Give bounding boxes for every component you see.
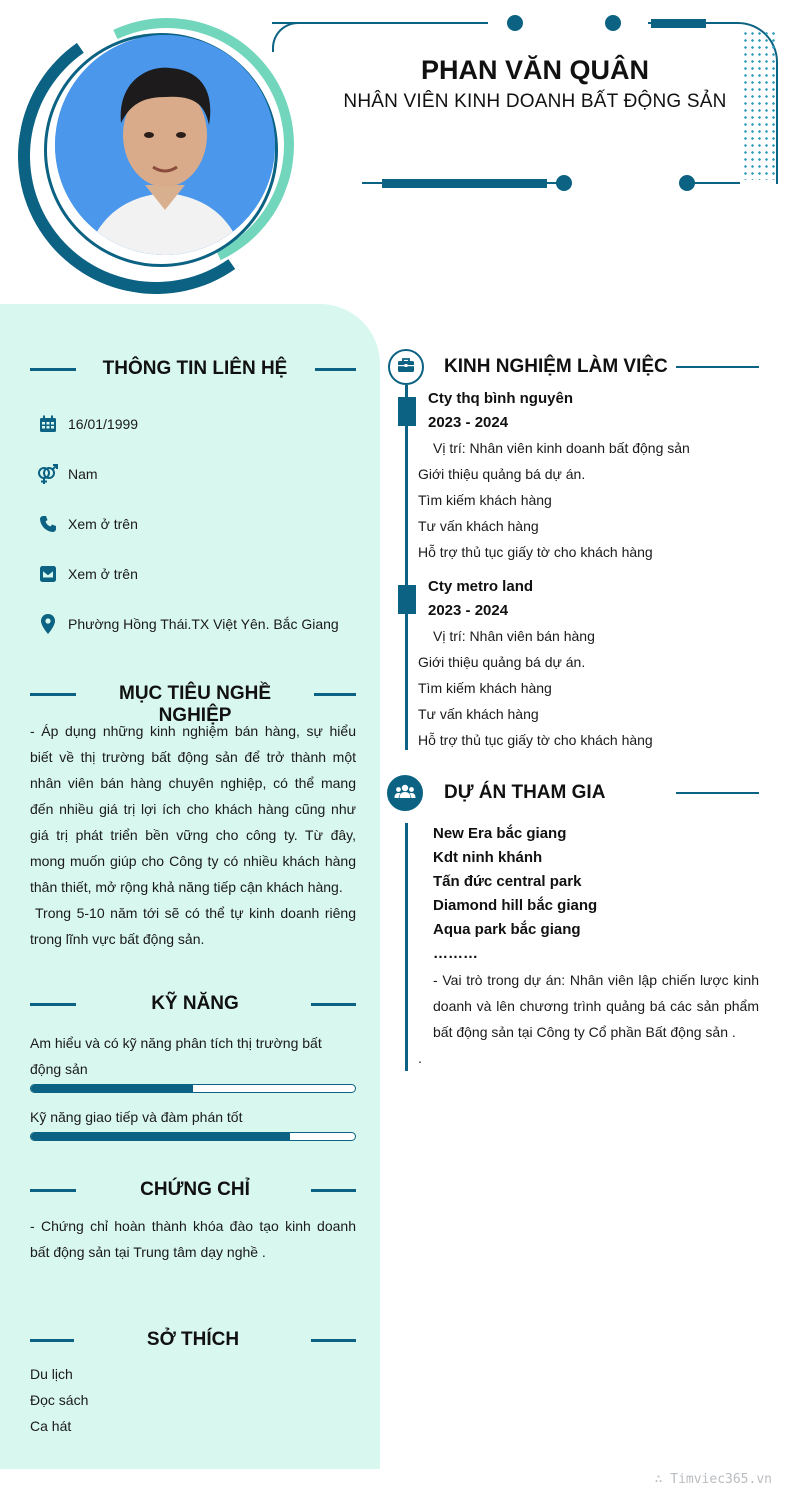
job-task: Giới thiệu quảng bá dự án. [418, 654, 586, 670]
phone-value: Xem ở trên [68, 516, 138, 532]
hobby-item: Du lịch [30, 1366, 73, 1382]
section-line [676, 792, 759, 794]
birthday-value: 16/01/1999 [68, 416, 139, 432]
certificates-text: - Chứng chỉ hoàn thành khóa đào tạo kinh doanh bất động sản tại Trung tâm dạy nghề . [30, 1218, 356, 1260]
gender-value: Nam [68, 466, 98, 482]
section-line [311, 1339, 356, 1342]
bottom-bar [382, 179, 547, 188]
project-item: ……… [433, 945, 478, 962]
section-line [315, 368, 356, 371]
timeline-marker [398, 397, 416, 426]
contact-address [36, 612, 366, 636]
section-line [30, 693, 76, 696]
projects-icon-circle [387, 775, 423, 811]
experience-title: KINH NGHIỆM LÀM VIỆC [444, 356, 668, 377]
skill-bar [30, 1132, 356, 1141]
contact-title: THÔNG TIN LIÊN HỆ [102, 358, 288, 379]
hobbies-list [30, 1361, 356, 1439]
job-task: Tìm kiếm khách hàng [418, 492, 552, 508]
section-line [311, 1189, 356, 1192]
project-item: Tấn đức central park [433, 873, 582, 890]
skills-title: KỸ NĂNG [151, 993, 239, 1014]
contact-phone [36, 512, 366, 536]
project-trailing: . [418, 1050, 422, 1066]
job-period: 2023 - 2024 [428, 602, 509, 619]
email-value: Xem ở trên [68, 566, 138, 582]
section-line [30, 1339, 74, 1342]
group-icon [394, 783, 416, 804]
contact-birthday [36, 412, 366, 436]
section-line [30, 1003, 76, 1006]
job-task: Tư vấn khách hàng [418, 518, 539, 534]
job-position: Vị trí: Nhân viên kinh doanh bất động sản [433, 440, 690, 456]
project-item: Diamond hill bắc giang [433, 897, 598, 914]
watermark: ∴ Timviec365.vn [654, 1472, 772, 1487]
bottom-line [362, 182, 382, 184]
job-period: 2023 - 2024 [428, 414, 509, 431]
hobbies-title: SỞ THÍCH [146, 1329, 240, 1350]
gender-icon [36, 462, 60, 486]
job-task: Giới thiệu quảng bá dự án. [418, 466, 586, 482]
skill-bar [30, 1084, 356, 1093]
bottom-dot [556, 175, 572, 191]
bottom-line [690, 182, 740, 184]
calendar-icon [36, 412, 60, 436]
job-company: Cty thq bình nguyên [428, 390, 573, 407]
job-company: Cty metro land [428, 578, 534, 595]
project-item: Aqua park bắc giang [433, 921, 581, 938]
section-line [676, 366, 759, 368]
timeline-line [405, 823, 408, 1071]
header-dot [605, 15, 621, 31]
skill-bar-fill [31, 1085, 193, 1092]
header-bar [651, 19, 706, 28]
phone-icon [36, 512, 60, 536]
section-line [311, 1003, 356, 1006]
objective-text [30, 718, 356, 952]
skill-label: Kỹ năng giao tiếp và đàm phán tốt [30, 1109, 243, 1125]
section-line [314, 693, 356, 696]
contact-gender [36, 462, 366, 486]
job-position: Vị trí: Nhân viên bán hàng [433, 628, 595, 644]
objective-paragraph-1: - Áp dụng những kinh nghiệm bán hàng, sự hiểu biết về thị trường bất động sản để trở thành một nhân viên bán hàng chuyên nghiệp, có thể mang đến nhiều giá trị lợi ích cho khách hàng cũng như giá trị phát triển bền vững cho công ty. Từ đây, mong muốn giúp cho Công ty có nhiều khách hàng thân thiết, mở rộng khả năng tiếp cận khách hàng. [30, 723, 356, 895]
objective-paragraph-2: Trong 5-10 năm tới sẽ có thể tự kinh doanh riêng trong lĩnh vực bất động sản. [30, 905, 356, 947]
candidate-name: PHAN VĂN QUÂN [420, 55, 649, 85]
hobby-item: Ca hát [30, 1418, 72, 1434]
section-line [30, 1189, 76, 1192]
objective-title: MỤC TIÊU NGHỀ NGHIỆP [119, 683, 271, 726]
skill-label: Am hiểu và có kỹ năng phân tích thị trường bất động sản [30, 1035, 322, 1077]
project-item: New Era bắc giang [433, 825, 567, 842]
section-line [30, 368, 76, 371]
header-dot [507, 15, 523, 31]
timeline-marker [398, 585, 416, 614]
briefcase-icon [397, 357, 415, 378]
email-icon [36, 562, 60, 586]
job-task: Hỗ trợ thủ tục giấy tờ cho khách hàng [418, 732, 653, 748]
skill-bar-fill [31, 1133, 290, 1140]
candidate-role: NHÂN VIÊN KINH DOANH BẤT ĐỘNG SẢN [343, 91, 727, 112]
address-value: Phường Hồng Thái.TX Việt Yên. Bắc Giang [68, 616, 339, 632]
location-icon [36, 612, 60, 636]
project-item: Kdt ninh khánh [433, 849, 543, 866]
hobby-item: Đọc sách [30, 1392, 89, 1408]
timeline-line [405, 385, 408, 750]
project-role: - Vai trò trong dự án: Nhân viên lập chiến lược kinh doanh và lên chương trình quảng bá các sản phẩm bất động sản tại Công ty Cổ phần Bất động sản . [433, 972, 759, 1040]
experience-icon-circle [388, 349, 424, 385]
job-task: Hỗ trợ thủ tục giấy tờ cho khách hàng [418, 544, 653, 560]
avatar [55, 35, 275, 255]
job-task: Tìm kiếm khách hàng [418, 680, 552, 696]
job-task: Tư vấn khách hàng [418, 706, 539, 722]
projects-title: DỰ ÁN THAM GIA [444, 782, 606, 803]
certificates-title: CHỨNG CHỈ [140, 1179, 250, 1200]
contact-email [36, 562, 366, 586]
